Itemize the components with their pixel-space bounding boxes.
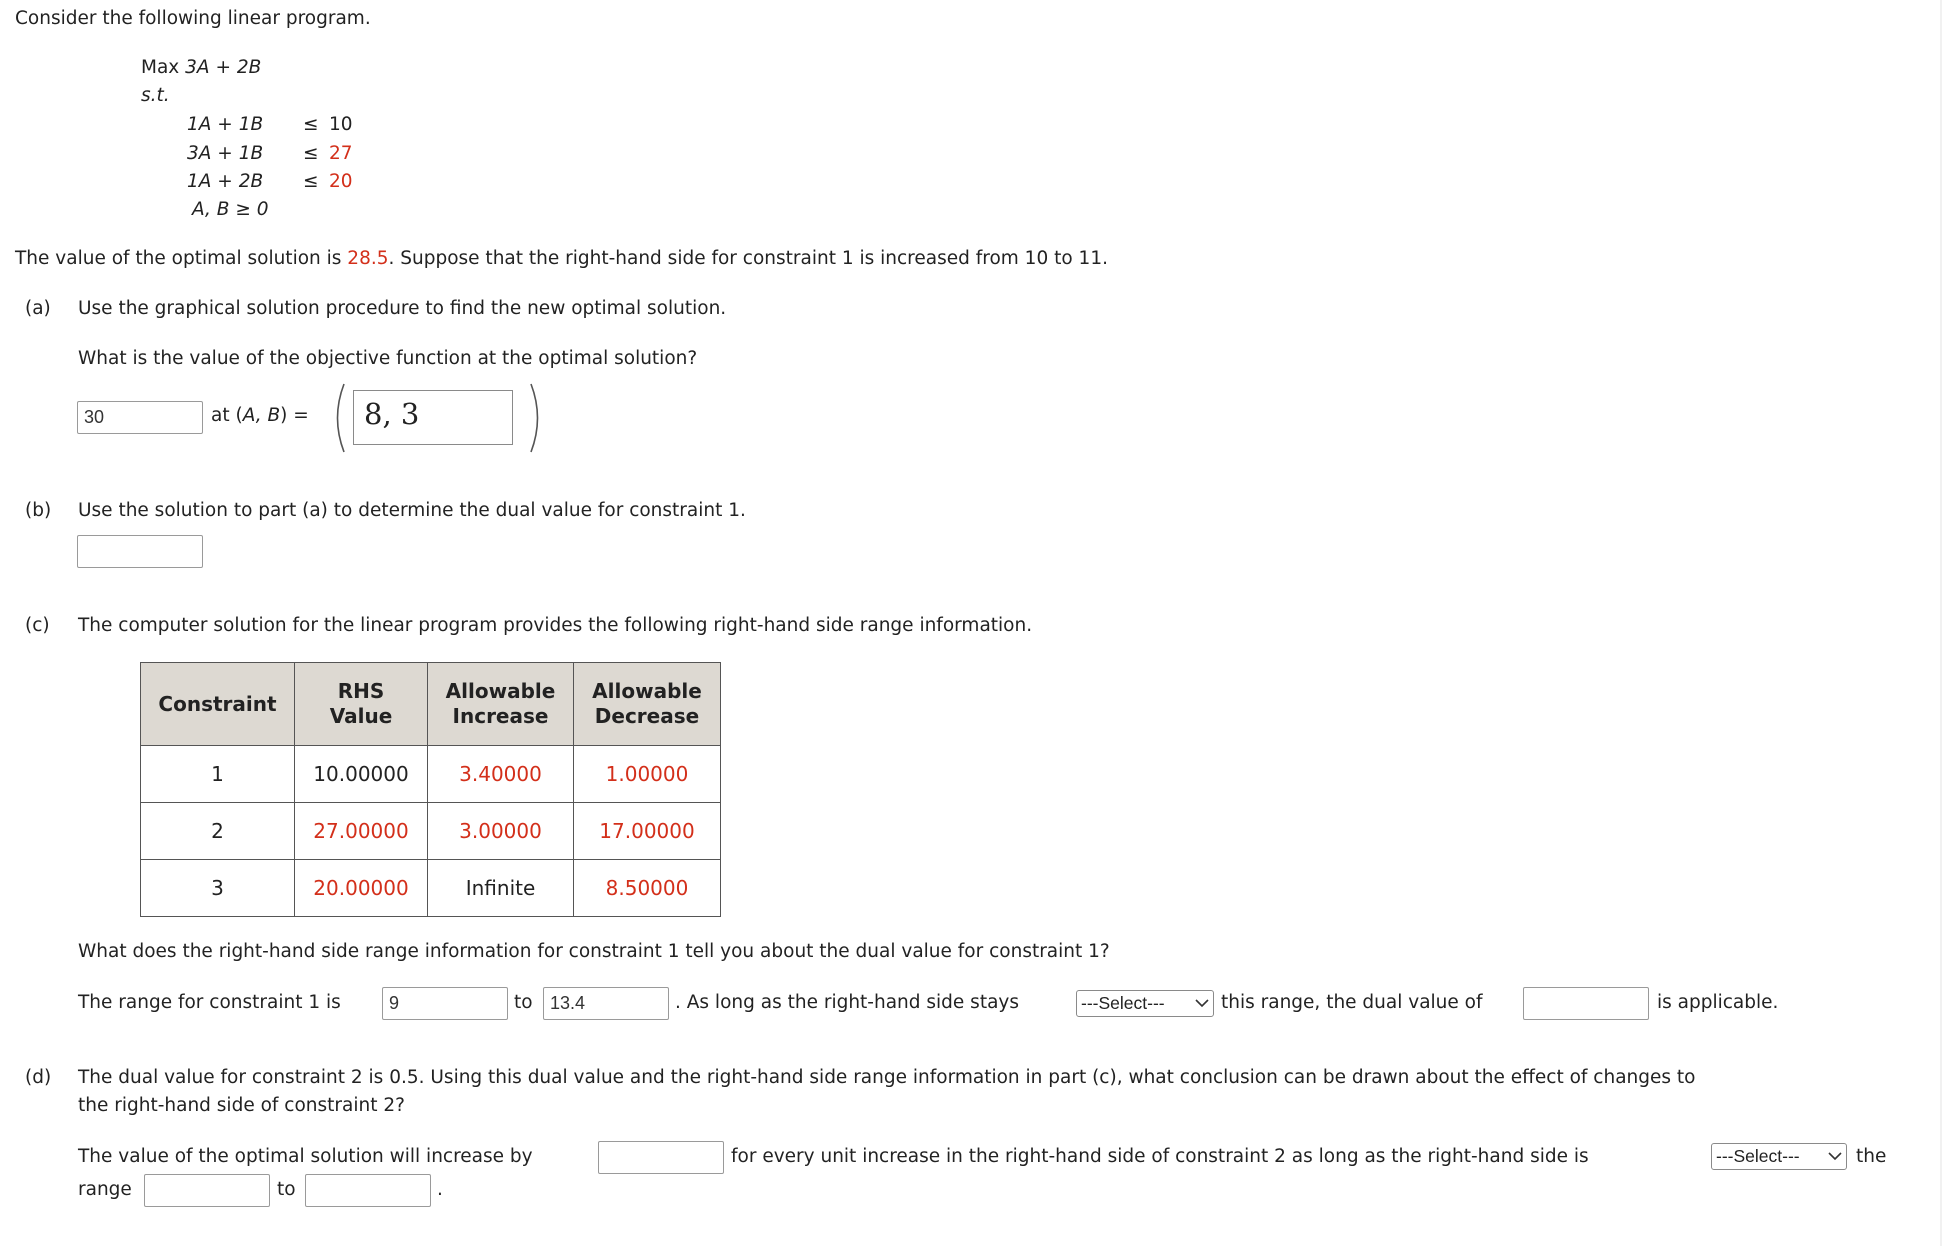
table-row <box>141 803 721 860</box>
point-answer-box[interactable]: 8, 3 <box>353 390 513 445</box>
dual-value-constraint-1-input[interactable] <box>77 535 203 568</box>
cell-constraint: 1 <box>141 746 295 803</box>
cell-rhs: 27.00000 <box>295 803 428 860</box>
at-label-pre: at ( <box>211 405 243 426</box>
stays-select[interactable] <box>1076 990 1214 1017</box>
range-low-input[interactable] <box>382 987 508 1020</box>
d-to-text: to <box>277 1179 296 1200</box>
constraint-3-rhs: 20 <box>329 171 353 192</box>
at-label <box>211 405 309 426</box>
part-d-label: (d) <box>25 1067 52 1088</box>
header-allowable-decrease: Allowable Decrease <box>574 663 721 746</box>
chevron-down-icon <box>1828 1152 1842 1161</box>
objective-prefix: Max <box>141 57 180 78</box>
applicable-text: is applicable. <box>1657 992 1779 1013</box>
constraint-3-sym: ≤ <box>303 171 319 192</box>
cell-increase: 3.00000 <box>428 803 574 860</box>
range-pre-text: The range for constraint 1 is <box>78 992 341 1013</box>
part-a-question: What is the value of the objective function at the optimal solution? <box>78 348 698 369</box>
cell-constraint: 2 <box>141 803 295 860</box>
constraint-1-rhs: 10 <box>329 114 353 135</box>
part-d-text-line2: the right-hand side of constraint 2? <box>78 1095 405 1116</box>
intro-text: Consider the following linear program. <box>15 8 371 29</box>
optimal-statement <box>15 248 1108 269</box>
range-high-input[interactable] <box>543 987 669 1020</box>
optimal-value: 28.5 <box>347 248 389 269</box>
at-label-vars: A, B <box>242 405 281 426</box>
cell-constraint: 3 <box>141 860 295 917</box>
range-word: range <box>78 1179 132 1200</box>
header-constraint: Constraint <box>141 663 295 746</box>
rhs-range-select[interactable] <box>1711 1143 1847 1170</box>
cell-decrease: 1.00000 <box>574 746 721 803</box>
stays-text: . As long as the right-hand side stays <box>675 992 1019 1013</box>
increase-by-text: The value of the optimal solution will increase by <box>78 1146 533 1167</box>
d-period: . <box>437 1179 443 1200</box>
close-paren <box>528 382 546 459</box>
part-d-text-line1: The dual value for constraint 2 is 0.5. Using this dual value and the right-hand side range information in part (c), what conclusion can be drawn about the effect of changes to <box>78 1067 1696 1088</box>
constraint-2-lhs: 3A + 1B <box>187 143 264 164</box>
cell-rhs: 10.00000 <box>295 746 428 803</box>
at-label-post: ) = <box>280 405 309 426</box>
range-to-text: to <box>514 992 533 1013</box>
d-range-low-input[interactable] <box>144 1174 270 1207</box>
cell-increase: 3.40000 <box>428 746 574 803</box>
chevron-down-icon <box>1195 999 1209 1008</box>
table-row <box>141 746 721 803</box>
part-a-label: (a) <box>25 298 51 319</box>
objective-value-input[interactable] <box>77 401 203 434</box>
header-rhs-value: RHS Value <box>295 663 428 746</box>
statement-after: . Suppose that the right-hand side for constraint 1 is increased from 10 to 11. <box>388 248 1108 269</box>
constraint-1-sym: ≤ <box>303 114 319 135</box>
table-header-row <box>141 663 721 746</box>
part-c-question: What does the right-hand side range information for constraint 1 tell you about the dual value for constraint 1? <box>78 941 1110 962</box>
part-b-text: Use the solution to part (a) to determine the dual value for constraint 1. <box>78 500 746 521</box>
constraint-3-lhs: 1A + 2B <box>187 171 264 192</box>
constraint-2-sym: ≤ <box>303 143 319 164</box>
table-row <box>141 860 721 917</box>
part-a-text: Use the graphical solution procedure to find the new optimal solution. <box>78 298 727 319</box>
d-range-high-input[interactable] <box>305 1174 431 1207</box>
constraint-1-lhs: 1A + 1B <box>187 114 264 135</box>
increase-mid-text: for every unit increase in the right-hand side of constraint 2 as long as the right-hand side is <box>731 1146 1589 1167</box>
rhs-range-select-value: ---Select--- <box>1716 1146 1800 1166</box>
constraint-2-rhs: 27 <box>329 143 353 164</box>
objective-expression: 3A + 2B <box>185 57 262 78</box>
part-c-text: The computer solution for the linear program provides the following right-hand side range information. <box>78 615 1033 636</box>
stays-select-value: ---Select--- <box>1081 993 1165 1013</box>
lp-objective <box>141 57 261 78</box>
statement-before: The value of the optimal solution is <box>15 248 348 269</box>
lp-st: s.t. <box>141 85 170 106</box>
part-b-label: (b) <box>25 500 52 521</box>
cell-decrease: 8.50000 <box>574 860 721 917</box>
cell-decrease: 17.00000 <box>574 803 721 860</box>
part-c-label: (c) <box>25 615 50 636</box>
range-mid-text: this range, the dual value of <box>1221 992 1483 1013</box>
cell-increase: Infinite <box>428 860 574 917</box>
cell-rhs: 20.00000 <box>295 860 428 917</box>
header-allowable-increase: Allowable Increase <box>428 663 574 746</box>
nonnegativity: A, B ≥ 0 <box>192 199 269 220</box>
increase-by-input[interactable] <box>598 1141 724 1174</box>
the-text: the <box>1856 1146 1887 1167</box>
dual-value-of-input[interactable] <box>1523 987 1649 1020</box>
open-paren <box>329 382 347 459</box>
rhs-range-table <box>140 662 721 917</box>
